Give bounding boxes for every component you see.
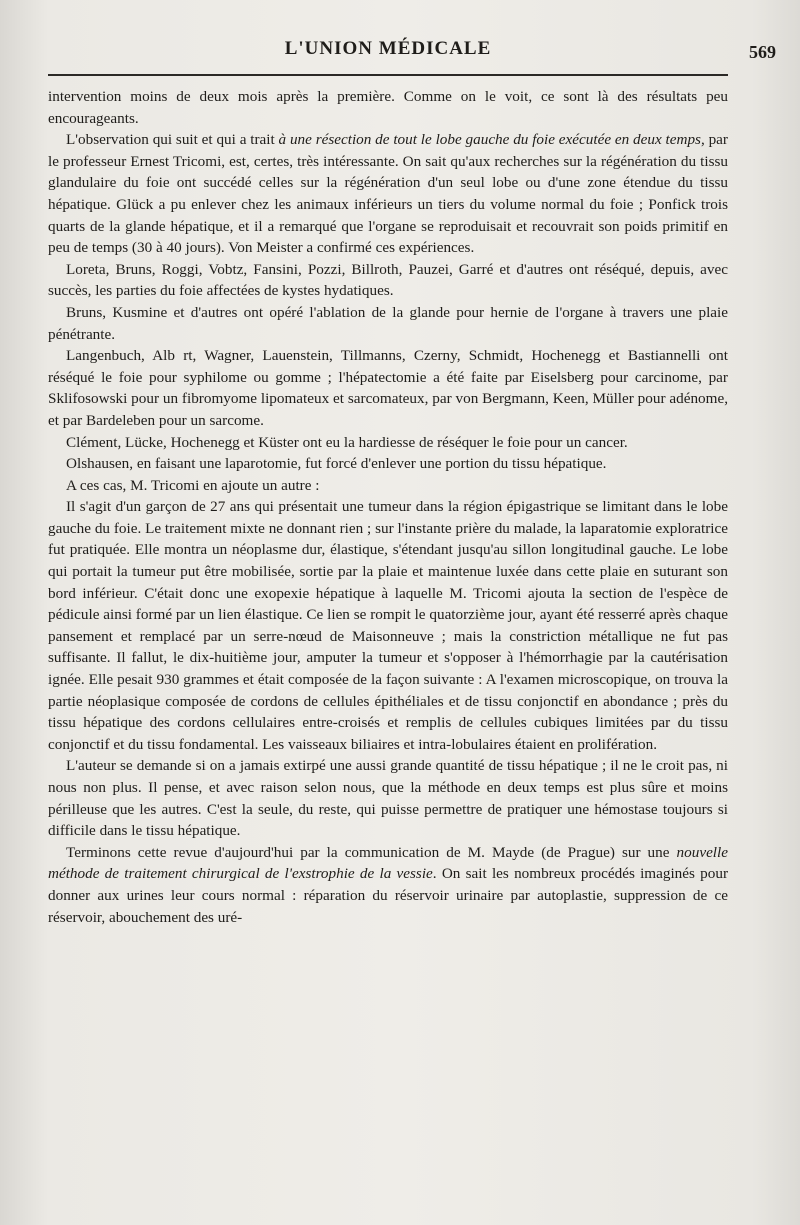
text-run: Terminons cette revue d'aujourd'hui par la communication de M. Mayde (de Prague) sur une bbox=[66, 843, 677, 861]
text-run: Il s'agit d'un garçon de 27 ans qui présentait une tumeur dans la région épigastrique se limitant dans le lobe gauche du foie. Le traitement mixte ne donnant rien ; sur l'instante prière du malade, la laparatomie exploratrice fut pratiquée. Elle montra un néoplasme dur, élastique, s'étendant jusqu'au sillon longitudinal gauche. Le lobe qui portait la tumeur put être mobilisée, sortie par la plaie et maintenue luxée dans cette plaie en suturant son bord inférieur. C'était donc une exopexie hépatique à laquelle M. Tricomi ajouta la section de l'espèce de pédicule ainsi formé par un lien élastique. Ce lien se rompit le quatorzième jour, ayant été resserré après chaque pansement et remplacé par un serre-nœud de Maisonneuve ; mais la constriction métallique ne fut pas suffisante. Il fallut, le dix-huitième jour, amputer la tumeur et s'opposer à l'hémorrhagie par la cautérisation ignée. Elle pesait 930 grammes et était composée de la façon suivante : A l'examen microscopique, on trouva la partie néoplasique composée de cordons de cellules épithéliales et de tissu conjonctif en abondance ; près du tissu hépatique des cordons cellulaires entre-croisés et remplis de cellules cubiques limitées par du tissu conjonctif et du tissu fondamental. Les vaisseaux biliaires et intra-lobulaires étaient en prolifération. bbox=[48, 498, 728, 753]
running-title: L'UNION MÉDICALE bbox=[284, 38, 492, 59]
page-number: 569 bbox=[749, 42, 776, 62]
text-run: L'observation qui suit et qui a trait bbox=[66, 131, 279, 149]
paragraph bbox=[48, 432, 728, 454]
article-body bbox=[48, 86, 728, 928]
text-run: Clément, Lücke, Hochenegg et Küster ont eu la hardiesse de réséquer le foie pour un cancer. bbox=[66, 433, 628, 451]
page-header bbox=[48, 32, 776, 72]
header-rule bbox=[48, 74, 728, 76]
text-run: A ces cas, M. Tricomi en ajoute un autre : bbox=[66, 476, 320, 494]
text-run: Langenbuch, Alb rt, Wagner, Lauenstein, Tillmanns, Czerny, Schmidt, Hochenegg et Bastiannelli ont réséqué le foie pour syphilome ou gomme ; l'hépatectomie a été faite par Eiselsberg pour carcinome, par Sklifosowski pour un fibromyome lipomateux et sarcomateux, par von Bergmann, Keen, Müller pour adénome, et par Bardeleben pour un sarcome. bbox=[48, 347, 728, 429]
paragraph bbox=[48, 259, 728, 302]
paragraph bbox=[48, 496, 728, 755]
paragraph bbox=[48, 129, 728, 259]
paragraph bbox=[48, 86, 728, 129]
text-run: Bruns, Kusmine et d'autres ont opéré l'ablation de la glande pour hernie de l'organe à travers une plaie pénétrante. bbox=[48, 303, 728, 343]
paragraph bbox=[48, 842, 728, 928]
text-run: L'auteur se demande si on a jamais extirpé une aussi grande quantité de tissu hépatique ; il ne le croit pas, ni nous non plus. Il pense, et avec raison selon nous, que la méthode en deux temps est plus sûre et moins périlleuse que les autres. C'est la seule, du reste, qui puisse permettre de pratiquer une hémostase toujours si difficile dans le tissu hépatique. bbox=[48, 757, 728, 840]
paragraph bbox=[48, 755, 728, 841]
text-run: , par le professeur Ernest Tricomi, est, certes, très intéressante. On sait qu'aux recherches sur la régénération du tissu glandulaire du foie ont succédé celles sur la régénération d'un seul lobe ou d'une zone étendue du tissu hépatique. Glück a pu enlever chez les animaux inférieurs un tiers du volume normal du foie ; Ponfick trois quarts de la glande hépatique, et il a remarqué que l'organe se reproduisait et recouvrait son poids primitif en peu de temps (30 à 40 jours). Von Meister a confirmé ces expériences. bbox=[48, 131, 728, 257]
text-run: Loreta, Bruns, Roggi, Vobtz, Fansini, Pozzi, Billroth, Pauzei, Garré et d'autres ont réséqué, depuis, avec succès, les parties du foie affectées de kystes hydatiques. bbox=[48, 260, 728, 300]
paragraph bbox=[48, 475, 728, 497]
text-run: . On sait les nombreux procédés imaginés pour donner aux urines leur cours normal : réparation du réservoir urinaire par autoplastie, suppression de ce réservoir, abouchement des uré- bbox=[48, 865, 728, 926]
italic-text: nouvelle méthode de traitement chirurgical de l'exstrophie de la vessie bbox=[48, 843, 728, 883]
text-run: intervention moins de deux mois après la première. Comme on le voit, ce sont là des résultats peu encourageants. bbox=[48, 88, 728, 127]
italic-text: à une résection de tout le lobe gauche du foie exécutée en deux temps bbox=[278, 131, 701, 149]
paragraph bbox=[48, 302, 728, 345]
paragraph bbox=[48, 453, 728, 475]
text-run: Olshausen, en faisant une laparotomie, fut forcé d'enlever une portion du tissu hépatique. bbox=[66, 455, 607, 473]
paragraph bbox=[48, 345, 728, 431]
